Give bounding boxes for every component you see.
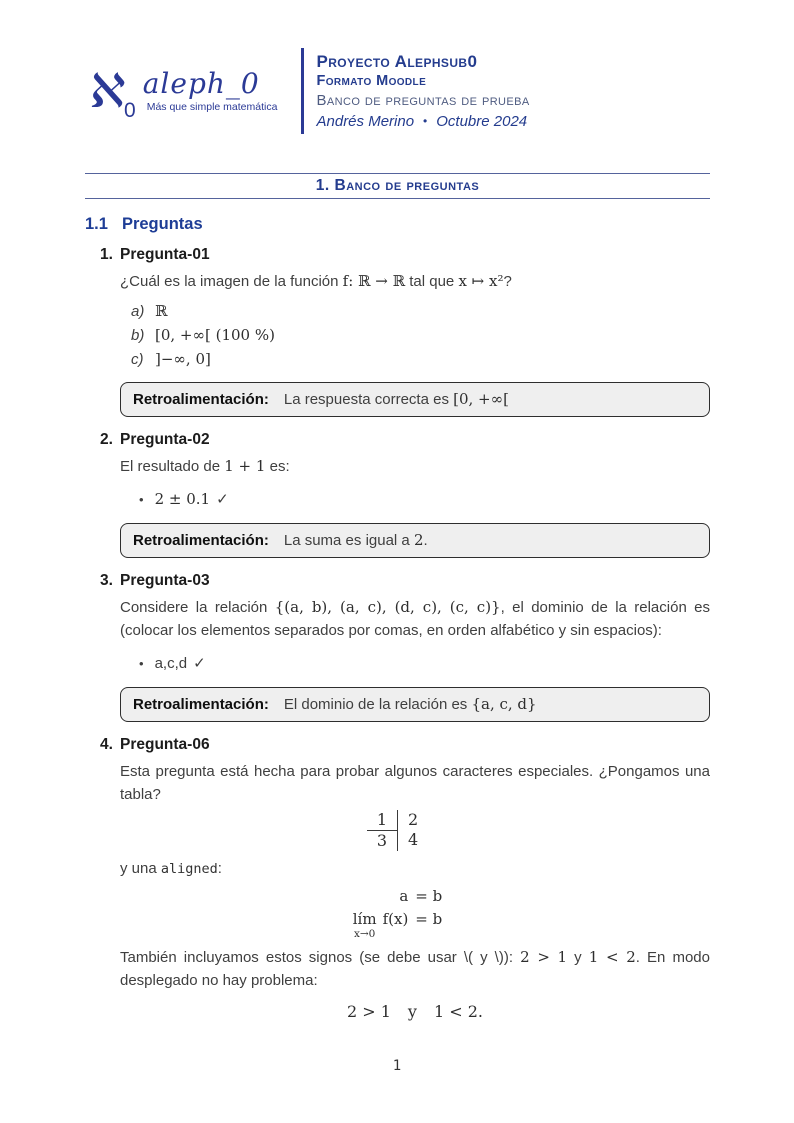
bullet-icon: • [139, 656, 144, 671]
question-3-heading [100, 572, 710, 590]
question-3-answer [139, 652, 710, 675]
header-info [317, 51, 530, 132]
math-segment: 2 [413, 531, 424, 549]
option-value: ]−∞, 0] [155, 350, 211, 368]
question-title: Pregunta-02 [120, 431, 210, 448]
subsection-title: Preguntas [121, 215, 203, 233]
answer-text: a,c,d [154, 655, 188, 672]
option-label: c) [131, 351, 144, 368]
subsection-heading [85, 215, 710, 234]
question-4-body: Esta pregunta está hecha para probar algunos caracteres especiales. ¿Pongamos una tabla? [120, 763, 710, 803]
alephsub0-logo [87, 63, 288, 122]
document-date: Octubre 2024 [436, 112, 528, 130]
limit-label: lím [352, 910, 377, 928]
question-3 [85, 572, 710, 722]
math-segment: [0, +∞[ [453, 390, 509, 408]
text-segment: La suma es igual a [283, 532, 414, 549]
question-2 [85, 431, 710, 558]
text-segment: y una [120, 860, 161, 877]
text-segment: Considere la relación [120, 599, 275, 616]
text-segment: La respuesta correcta es [283, 391, 454, 408]
feedback-label: Retroalimentación: [133, 391, 269, 408]
feedback-label: Retroalimentación: [133, 532, 269, 549]
logo-tagline: Más que simple matemática [146, 101, 278, 114]
question-2-body [120, 455, 710, 478]
text-segment: y [407, 1001, 417, 1021]
text-segment: tal que [405, 273, 459, 290]
logo-name: aleph_0 [142, 66, 260, 100]
document-title: Banco de preguntas de prueba [316, 91, 530, 109]
option-a [131, 301, 710, 322]
separator-bullet: • [423, 113, 428, 128]
feedback-box-2 [120, 523, 710, 558]
header-divider [301, 48, 304, 134]
feedback-label: Retroalimentación: [133, 696, 269, 713]
text-segment: . [423, 532, 428, 549]
aligned-intro-line [120, 857, 710, 881]
project-title: Proyecto Alephsub0 [316, 51, 478, 71]
aligned-equations [353, 887, 443, 940]
math-segment: f: ℝ → ℝ [342, 272, 406, 290]
question-title: Pregunta-01 [120, 246, 210, 263]
question-number: 3. [100, 572, 113, 589]
table-cell: 4 [408, 830, 419, 849]
question-4-heading [100, 736, 710, 754]
question-1 [85, 246, 710, 417]
option-value: ℝ [155, 302, 168, 320]
feedback-text [284, 389, 509, 410]
code-segment: aligned [160, 861, 218, 877]
text-segment: y [567, 948, 589, 966]
question-1-heading [100, 246, 710, 264]
author-name: Andrés Merino [316, 112, 415, 130]
question-title: Pregunta-03 [120, 572, 210, 589]
display-math [120, 1002, 710, 1021]
question-1-options [131, 301, 710, 370]
answer-math: 2 ± 0.1 [154, 490, 211, 508]
question-4 [85, 736, 710, 1021]
feedback-text [284, 530, 428, 551]
option-b [131, 325, 710, 346]
limit-operator [353, 912, 377, 940]
aleph-logo-mark [87, 63, 136, 122]
document-header [87, 46, 734, 136]
option-label: b) [131, 327, 145, 344]
math-segment: 1 < 2. [433, 1001, 483, 1021]
equation-1-right: = b [415, 887, 443, 905]
section-heading-block [85, 173, 710, 199]
limit-subscript: x→0 [353, 928, 376, 940]
question-number: 2. [100, 431, 113, 448]
equation-2-left [353, 910, 409, 940]
aleph-subscript: 0 [124, 98, 136, 122]
text-segment: El dominio de la relación es [283, 696, 472, 713]
text-segment: : [217, 860, 222, 877]
text-segment: ¿Cuál es la imagen de la función [120, 273, 343, 290]
text-segment: También incluyamos estos signos (se debe usar \( y \)): [120, 948, 521, 966]
text-segment: . En modo desplegado no hay problema: [120, 948, 710, 989]
text-segment: ? [503, 273, 512, 290]
option-label: a) [131, 303, 145, 320]
math-segment: 2 > 1 [520, 947, 568, 966]
question-number: 4. [100, 736, 113, 753]
math-segment: 2 > 1 [346, 1001, 391, 1021]
table-cell: 2 [408, 810, 419, 829]
table-cell: 1 [367, 810, 398, 830]
checkmark-icon: ✓ [216, 490, 229, 508]
feedback-box-3 [120, 687, 710, 722]
section-title: 1. Banco de preguntas [315, 177, 480, 194]
checkmark-icon: ✓ [193, 654, 206, 672]
math-segment: x ↦ x² [458, 272, 504, 290]
signs-paragraph [120, 946, 710, 992]
aleph-symbol-icon: ℵ [87, 63, 128, 119]
math-array-table [367, 810, 428, 851]
math-segment: {(a, b), (a, c), (d, c), (c, c)} [274, 598, 501, 616]
table-cell: 3 [367, 830, 398, 851]
math-segment: 1 < 2 [588, 947, 636, 966]
math-segment: {a, c, d} [471, 695, 537, 713]
page-number: 1 [392, 1058, 402, 1074]
author-date-line [317, 111, 530, 132]
text-segment: es: [265, 458, 290, 475]
option-c [131, 349, 710, 370]
questions-list [85, 246, 710, 1021]
feedback-text [284, 694, 537, 715]
question-title: Pregunta-06 [120, 736, 210, 753]
math-segment: 1 + 1 [224, 457, 266, 475]
question-2-answer [139, 488, 710, 511]
option-value: [0, +∞[ (100 %) [155, 326, 275, 344]
bullet-icon: • [139, 492, 144, 507]
subsection-number: 1.1 [85, 215, 108, 233]
question-2-heading [100, 431, 710, 449]
equation-2-right: = b [415, 910, 443, 928]
format-subtitle: Formato Moodle [316, 72, 427, 89]
logo-text [142, 66, 278, 114]
text-segment: El resultado de [120, 458, 225, 475]
text-segment: , el dominio de la relación es (colocar los elementos separados por comas, en orden alfabético y sin espacios): [120, 599, 711, 639]
question-number: 1. [100, 246, 113, 263]
question-1-body [120, 270, 710, 293]
equation-1-left: a [399, 887, 409, 905]
question-3-body [120, 596, 710, 642]
function-expression: f(x) [382, 910, 409, 928]
feedback-box-1 [120, 382, 710, 417]
